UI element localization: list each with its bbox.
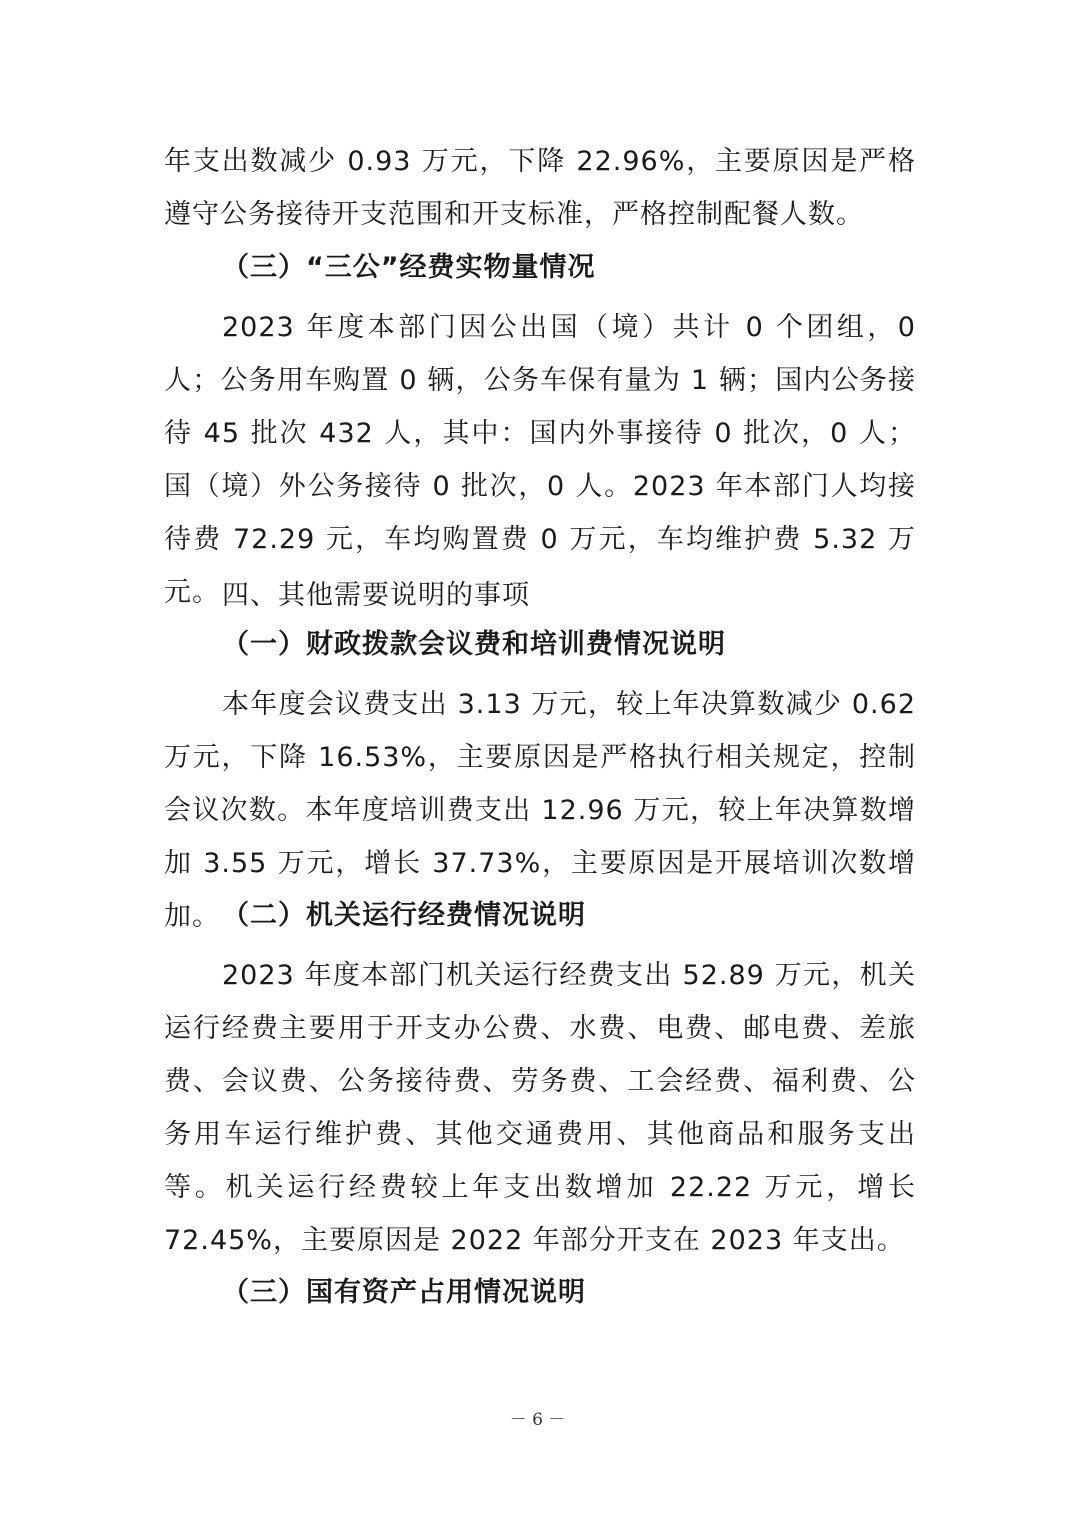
paragraph-operation-funds: 2023 年度本部门机关运行经费支出 52.89 万元，机关运行经费主要用于开支办公费、水费、电费、邮电费、差旅费、会议费、公务接待费、劳务费、工会经费、福利费、公务用车运行维护费、其他交通费用、其他商品和服务支出等。机关运行经费较上年支出数增加 22.22 万元，增长 72.45%，主要原因是 2022 年部分开支在 2023 年支出。	[164, 960, 916, 1256]
heading-sangong-physical-quantity: （三）“三公”经费实物量情况	[222, 252, 596, 283]
paragraph-meeting-training: 本年度会议费支出 3.13 万元，较上年决算数减少 0.62 万元，下降 16.53%，主要原因是严格执行相关规定，控制会议次数。本年度培训费支出 12.96 万元，较上年决算数增加 3.55 万元，增长 37.73%，主要原因是开展培训次数增加。	[164, 689, 916, 932]
heading-other-matters: 四、其他需要说明的事项	[222, 580, 530, 611]
heading-meeting-training-fees: （一）财政拨款会议费和培训费情况说明	[222, 629, 726, 660]
paragraph-reception-continued: 年支出数减少 0.93 万元，下降 22.96%，主要原因是严格遵守公务接待开支范围和开支标准，严格控制配餐人数。	[164, 146, 916, 230]
page-number: － 6 －	[509, 1410, 566, 1430]
heading-operation-funds: （二）机关运行经费情况说明	[222, 900, 586, 931]
heading-state-assets: （三）国有资产占用情况说明	[222, 1277, 586, 1308]
paragraph-sangong-quantity: 2023 年度本部门因公出国（境）共计 0 个团组，0 人；公务用车购置 0 辆，公务车保有量为 1 辆；国内公务接待 45 批次 432 人，其中：国内外事接待 0 批次，0 人；国（境）外公务接待 0 批次，0 人。2023 年本部门人均接待费 72.29 元，车均购置费 0 万元，车均维护费 5.32 万元。	[164, 312, 916, 608]
